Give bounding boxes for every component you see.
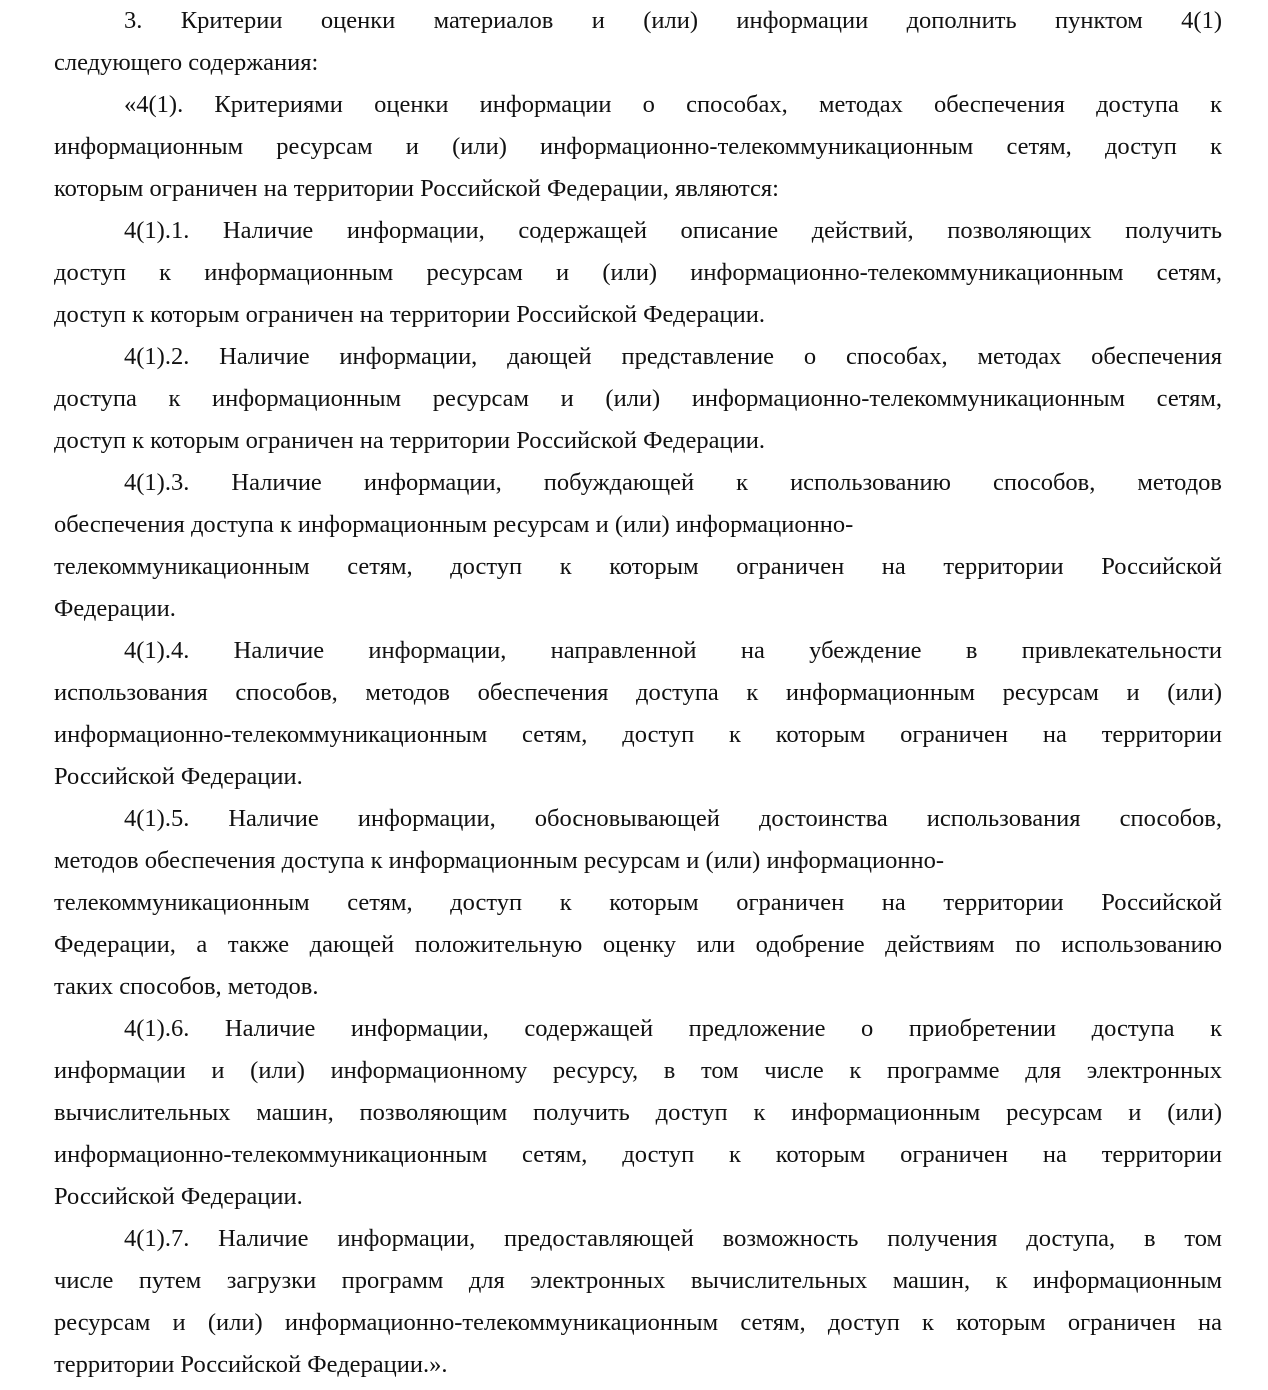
text-line: 4(1).1. Наличие информации, содержащей описание действий, позволяющих получить bbox=[124, 217, 1222, 244]
paragraph-item-4-1-5 bbox=[54, 798, 1222, 1008]
paragraph-item-4-1-1 bbox=[54, 210, 1222, 336]
text-line: 4(1).2. Наличие информации, дающей представление о способах, методах обеспечения bbox=[124, 343, 1222, 370]
text-line: 4(1).6. Наличие информации, содержащей предложение о приобретении доступа к bbox=[124, 1015, 1222, 1042]
text-line: телекоммуникационным сетям, доступ к которым ограничен на территории Российской bbox=[54, 889, 1222, 916]
text-line: Российской Федерации. bbox=[54, 1183, 303, 1210]
paragraph-item-4-1-6 bbox=[54, 1008, 1222, 1218]
text-line: доступа к информационным ресурсам и (или) информационно-телекоммуникационным сетям, bbox=[54, 385, 1222, 412]
paragraph-item-4-1-2 bbox=[54, 336, 1222, 462]
text-line: доступ к информационным ресурсам и (или) информационно-телекоммуникационным сетям, bbox=[54, 259, 1222, 286]
paragraph-item-4-1 bbox=[54, 84, 1222, 210]
text-line: вычислительных машин, позволяющим получить доступ к информационным ресурсам и (или) bbox=[54, 1099, 1222, 1126]
paragraph-item-4-1-4 bbox=[54, 630, 1222, 798]
text-line: методов обеспечения доступа к информационным ресурсам и (или) информационно- bbox=[54, 847, 944, 874]
text-line: 3. Критерии оценки материалов и (или) информации дополнить пунктом 4(1) bbox=[124, 7, 1222, 34]
paragraph-item-4-1-7 bbox=[54, 1218, 1222, 1386]
text-line: ресурсам и (или) информационно-телекоммуникационным сетям, доступ к которым ограничен на bbox=[54, 1309, 1222, 1336]
paragraph-item-3 bbox=[54, 0, 1222, 84]
text-line: следующего содержания: bbox=[54, 49, 319, 76]
text-line: территории Российской Федерации.». bbox=[54, 1351, 448, 1378]
text-line: информационно-телекоммуникационным сетям, доступ к которым ограничен на территории bbox=[54, 1141, 1222, 1168]
text-line: числе путем загрузки программ для электронных вычислительных машин, к информационным bbox=[54, 1267, 1222, 1294]
text-line: Российской Федерации. bbox=[54, 763, 303, 790]
paragraph-item-4-1-3 bbox=[54, 462, 1222, 630]
text-line: 4(1).5. Наличие информации, обосновывающей достоинства использования способов, bbox=[124, 805, 1222, 832]
text-line: 4(1).4. Наличие информации, направленной на убеждение в привлекательности bbox=[124, 637, 1222, 664]
text-line: доступ к которым ограничен на территории Российской Федерации. bbox=[54, 301, 765, 328]
text-line: обеспечения доступа к информационным ресурсам и (или) информационно- bbox=[54, 511, 854, 538]
text-line: информационно-телекоммуникационным сетям, доступ к которым ограничен на территории bbox=[54, 721, 1222, 748]
text-line: 4(1).7. Наличие информации, предоставляющей возможность получения доступа, в том bbox=[124, 1225, 1222, 1252]
text-line: «4(1). Критериями оценки информации о способах, методах обеспечения доступа к bbox=[124, 91, 1222, 118]
text-line: использования способов, методов обеспечения доступа к информационным ресурсам и (или) bbox=[54, 679, 1222, 706]
text-line: которым ограничен на территории Российской Федерации, являются: bbox=[54, 175, 779, 202]
text-line: доступ к которым ограничен на территории Российской Федерации. bbox=[54, 427, 765, 454]
text-line: таких способов, методов. bbox=[54, 973, 319, 1000]
text-line: информационным ресурсам и (или) информационно-телекоммуникационным сетям, доступ к bbox=[54, 133, 1222, 160]
text-line: 4(1).3. Наличие информации, побуждающей к использованию способов, методов bbox=[124, 469, 1222, 496]
text-line: информации и (или) информационному ресурсу, в том числе к программе для электронных bbox=[54, 1057, 1222, 1084]
text-line: телекоммуникационным сетям, доступ к которым ограничен на территории Российской bbox=[54, 553, 1222, 580]
text-line: Федерации, а также дающей положительную оценку или одобрение действиям по использованию bbox=[54, 931, 1222, 958]
text-line: Федерации. bbox=[54, 595, 176, 622]
